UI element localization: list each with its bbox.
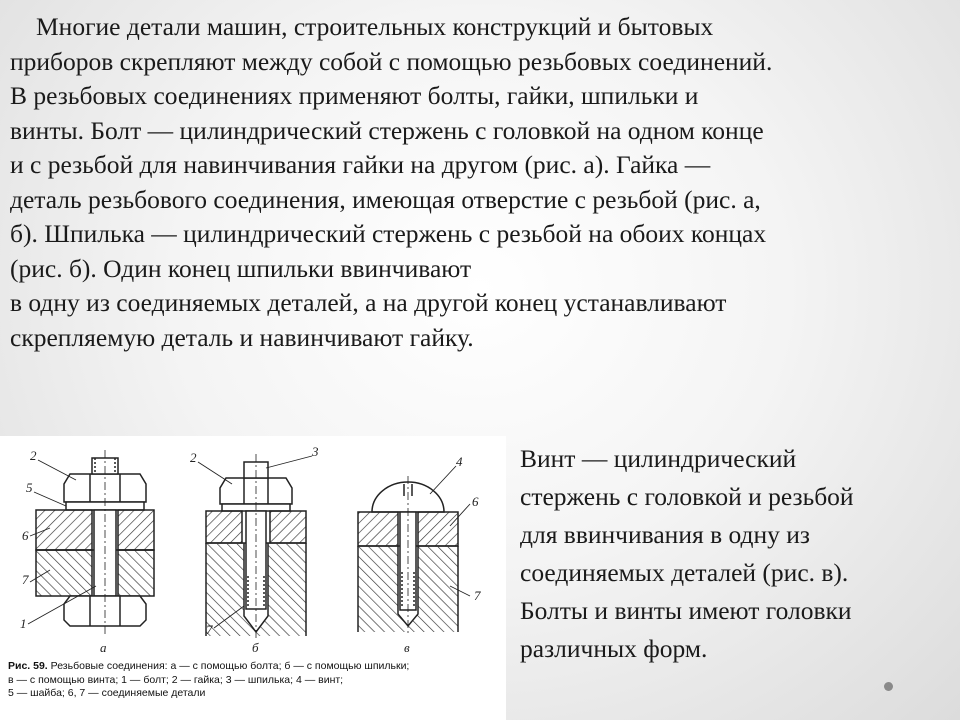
slide-bullet-dot — [884, 682, 893, 691]
main-text-line: деталь резьбового соединения, имеющая отверстие с резьбой (рис. а, — [10, 184, 761, 214]
caption-line: Резьбовые соединения: а — с помощью болта; б — с помощью шпильки; — [50, 660, 410, 672]
main-text-line: в одну из соединяемых деталей, а на другой конец устанавливают — [10, 288, 727, 317]
main-text-line: винты. Болт — цилиндрический стержень с головкой на одном конце — [10, 115, 764, 145]
label-b-7: 7 — [206, 622, 213, 637]
main-text-line: скрепляемую деталь и навинчивают гайку. — [10, 322, 474, 352]
sublabel-v: в — [404, 640, 410, 655]
label-a-1: 1 — [20, 616, 27, 631]
main-text-line: Многие детали машин, строительных конструкций и бытовых — [36, 12, 714, 41]
screw-connection-drawing — [358, 466, 470, 636]
main-text-line: и с резьбой для навинчивания гайки на другом (рис. а). Гайка — — [10, 150, 711, 179]
right-text-line: различных форм. — [520, 634, 708, 663]
label-a-7: 7 — [22, 572, 29, 587]
main-text-line: приборов скрепляют между собой с помощью резьбовых соединений. — [10, 46, 773, 76]
label-a-6: 6 — [22, 528, 29, 543]
stud-connection-drawing — [198, 454, 312, 640]
label-b-3: 3 — [312, 444, 319, 459]
main-paragraph — [10, 10, 950, 355]
label-v-4: 4 — [456, 454, 463, 469]
main-text-line: (рис. б). Один конец шпильки ввинчивают — [10, 253, 472, 283]
label-a-2: 2 — [30, 448, 37, 463]
right-text-line: стержень с головкой и резьбой — [520, 482, 854, 511]
figure-number: Рис. 59. — [8, 660, 48, 672]
label-v-7: 7 — [474, 588, 481, 603]
sublabel-a: а — [100, 640, 107, 655]
right-text-line: соединяемых деталей (рис. в). — [520, 558, 849, 587]
caption-line: 5 — шайба; 6, 7 — соединяемые детали — [8, 687, 206, 699]
label-a-5: 5 — [26, 480, 33, 495]
screw-description — [520, 440, 950, 668]
right-text-line: Болты и винты имеют головки — [520, 596, 852, 625]
figure-caption — [8, 660, 498, 701]
right-text-line: Винт — цилиндрический — [520, 444, 797, 473]
main-text-line: В резьбовых соединениях применяют болты, гайки, шпильки и — [10, 81, 699, 110]
caption-line: в — с помощью винта; 1 — болт; 2 — гайка; 3 — шпилька; 4 — винт; — [8, 673, 344, 686]
label-b-2: 2 — [190, 450, 197, 465]
bolt-connection-drawing — [28, 450, 154, 636]
main-text-line: б). Шпилька — цилиндрический стержень с резьбой на обоих концах — [10, 219, 767, 248]
right-text-line: для ввинчивания в одну из — [520, 520, 810, 549]
label-v-6: 6 — [472, 494, 479, 509]
sublabel-b: б — [252, 640, 259, 655]
